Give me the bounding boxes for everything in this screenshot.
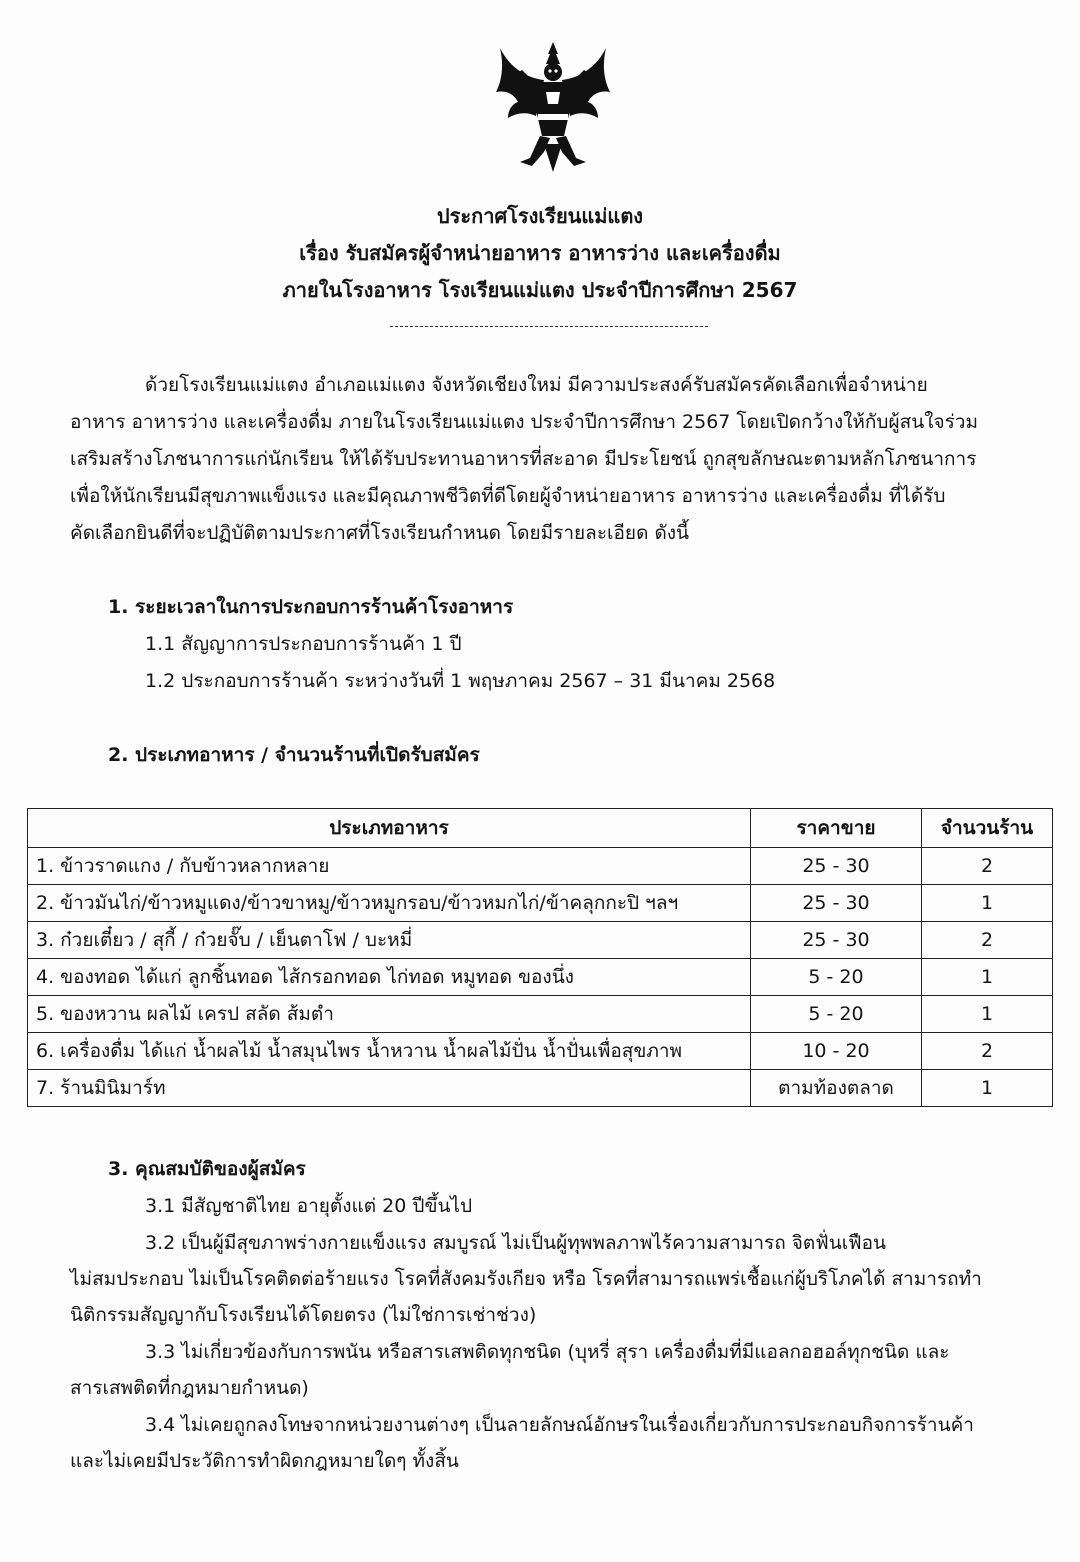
header-food-type: ประเภทอาหาร	[28, 809, 751, 848]
garuda-emblem-icon	[492, 40, 614, 176]
price-cell: 5 - 20	[751, 996, 922, 1033]
shop-count-cell: 1	[922, 885, 1053, 922]
food-type-cell: 5. ของหวาน ผลไม้ เครป สลัด ส้มตำ	[28, 996, 751, 1033]
table-row	[28, 996, 1053, 1033]
table-row	[28, 1033, 1053, 1070]
section-1-title: 1. ระยะเวลาในการประกอบการร้านค้าโรงอาหาร	[108, 596, 514, 618]
price-cell: 25 - 30	[751, 848, 922, 885]
section-3-item-4-line-2: และไม่เคยมีประวัติการทำผิดกฎหมายใดๆ ทั้งสิ้น	[70, 1450, 459, 1472]
intro-line-5: คัดเลือกยินดีที่จะปฏิบัติตามประกาศที่โรงเรียนกำหนด โดยมีรายละเอียด ดังนี้	[70, 522, 690, 544]
section-3-item-2-line-1: 3.2 เป็นผู้มีสุขภาพร่างกายแข็งแรง สมบูรณ์ ไม่เป็นผู้ทุพพลภาพไร้ความสามารถ จิตฟั่นเฟือน	[145, 1232, 887, 1254]
shop-count-cell: 1	[922, 959, 1053, 996]
section-3-item-1: 3.1 มีสัญชาติไทย อายุตั้งแต่ 20 ปีขึ้นไป	[145, 1195, 473, 1217]
shop-count-cell: 2	[922, 1033, 1053, 1070]
section-1-item-2: 1.2 ประกอบการร้านค้า ระหว่างวันที่ 1 พฤษภาคม 2567 – 31 มีนาคม 2568	[145, 670, 776, 692]
section-2-title: 2. ประเภทอาหาร / จำนวนร้านที่เปิดรับสมัคร	[108, 744, 480, 766]
header-price: ราคาขาย	[751, 809, 922, 848]
intro-line-1: ด้วยโรงเรียนแม่แตง อำเภอแม่แตง จังหวัดเชียงใหม่ มีความประสงค์รับสมัครคัดเลือกเพื่อจำหน่าย	[145, 374, 928, 396]
price-cell: 25 - 30	[751, 922, 922, 959]
food-type-cell: 7. ร้านมินิมาร์ท	[28, 1070, 751, 1107]
section-3-title: 3. คุณสมบัติของผู้สมัคร	[108, 1158, 306, 1180]
intro-line-2: อาหาร อาหารว่าง และเครื่องดื่ม ภายในโรงเรียนแม่แตง ประจำปีการศึกษา 2567 โดยเปิดกว้างให้กับผู้สนใจร่วม	[70, 411, 979, 433]
shop-count-cell: 2	[922, 922, 1053, 959]
table-row	[28, 848, 1053, 885]
section-1-item-1: 1.1 สัญญาการประกอบการร้านค้า 1 ปี	[145, 633, 462, 655]
section-3-item-3-line-2: สารเสพติดที่กฎหมายกำหนด)	[70, 1377, 309, 1399]
food-type-cell: 1. ข้าวราดแกง / กับข้าวหลากหลาย	[28, 848, 751, 885]
food-types-table	[27, 808, 1053, 1107]
table-row	[28, 959, 1053, 996]
price-cell: 10 - 20	[751, 1033, 922, 1070]
food-type-cell: 6. เครื่องดื่ม ได้แก่ น้ำผลไม้ น้ำสมุนไพร น้ำหวาน น้ำผลไม้ปั่น น้ำปั่นเพื่อสุขภาพ	[28, 1033, 751, 1070]
shop-count-cell: 1	[922, 996, 1053, 1033]
table-row	[28, 922, 1053, 959]
section-3-item-4-line-1: 3.4 ไม่เคยถูกลงโทษจากหน่วยงานต่างๆ เป็นลายลักษณ์อักษรในเรื่องเกี่ยวกับการประกอบกิจการร้านค้า	[145, 1414, 974, 1436]
price-cell: 5 - 20	[751, 959, 922, 996]
intro-line-3: เสริมสร้างโภชนาการแก่นักเรียน ให้ได้รับประทานอาหารที่สะอาด มีประโยชน์ ถูกสุขลักษณะตามหลักโภชนาการ	[70, 448, 977, 470]
food-type-cell: 3. ก๋วยเตี๋ยว / สุกี้ / ก๋วยจั๊บ / เย็นตาโฟ / บะหมี่	[28, 922, 751, 959]
table-row	[28, 885, 1053, 922]
section-3-item-3-line-1: 3.3 ไม่เกี่ยวข้องกับการพนัน หรือสารเสพติดทุกชนิด (บุหรี่ สุรา เครื่องดื่มที่มีแอลกอฮอล์ทุกชนิด และ	[145, 1341, 950, 1363]
announcement-subject: เรื่อง รับสมัครผู้จำหน่ายอาหาร อาหารว่าง และเครื่องดื่ม	[299, 241, 781, 265]
price-cell: ตามท้องตลาด	[751, 1070, 922, 1107]
announcement-title: ประกาศโรงเรียนแม่แตง	[436, 204, 644, 228]
header-shop-count: จำนวนร้าน	[922, 809, 1053, 848]
price-cell: 25 - 30	[751, 885, 922, 922]
title-divider	[390, 326, 708, 327]
section-3-item-2-line-3: นิติกรรมสัญญากับโรงเรียนได้โดยตรง (ไม่ใช่การเช่าช่วง)	[70, 1304, 537, 1326]
shop-count-cell: 2	[922, 848, 1053, 885]
table-header-row	[28, 809, 1053, 848]
food-type-cell: 2. ข้าวมันไก่/ข้าวหมูแดง/ข้าวขาหมู/ข้าวหมูกรอบ/ข้าวหมกไก่/ข้าคลุกกะปิ ฯลฯ	[28, 885, 751, 922]
announcement-subtitle: ภายในโรงอาหาร โรงเรียนแม่แตง ประจำปีการศึกษา 2567	[282, 278, 798, 302]
food-type-cell: 4. ของทอด ได้แก่ ลูกชิ้นทอด ไส้กรอกทอด ไก่ทอด หมูทอด ของนึ่ง	[28, 959, 751, 996]
shop-count-cell: 1	[922, 1070, 1053, 1107]
table-row	[28, 1070, 1053, 1107]
section-3-item-2-line-2: ไม่สมประกอบ ไม่เป็นโรคติดต่อร้ายแรง โรคที่สังคมรังเกียจ หรือ โรคที่สามารถแพร่เชื้อแก่ผู้บริโภคได้ สามารถทำ	[70, 1268, 982, 1290]
intro-line-4: เพื่อให้นักเรียนมีสุขภาพแข็งแรง และมีคุณภาพชีวิตที่ดีโดยผู้จำหน่ายอาหาร อาหารว่าง และเครื่องดื่ม ที่ได้รับ	[70, 485, 946, 507]
